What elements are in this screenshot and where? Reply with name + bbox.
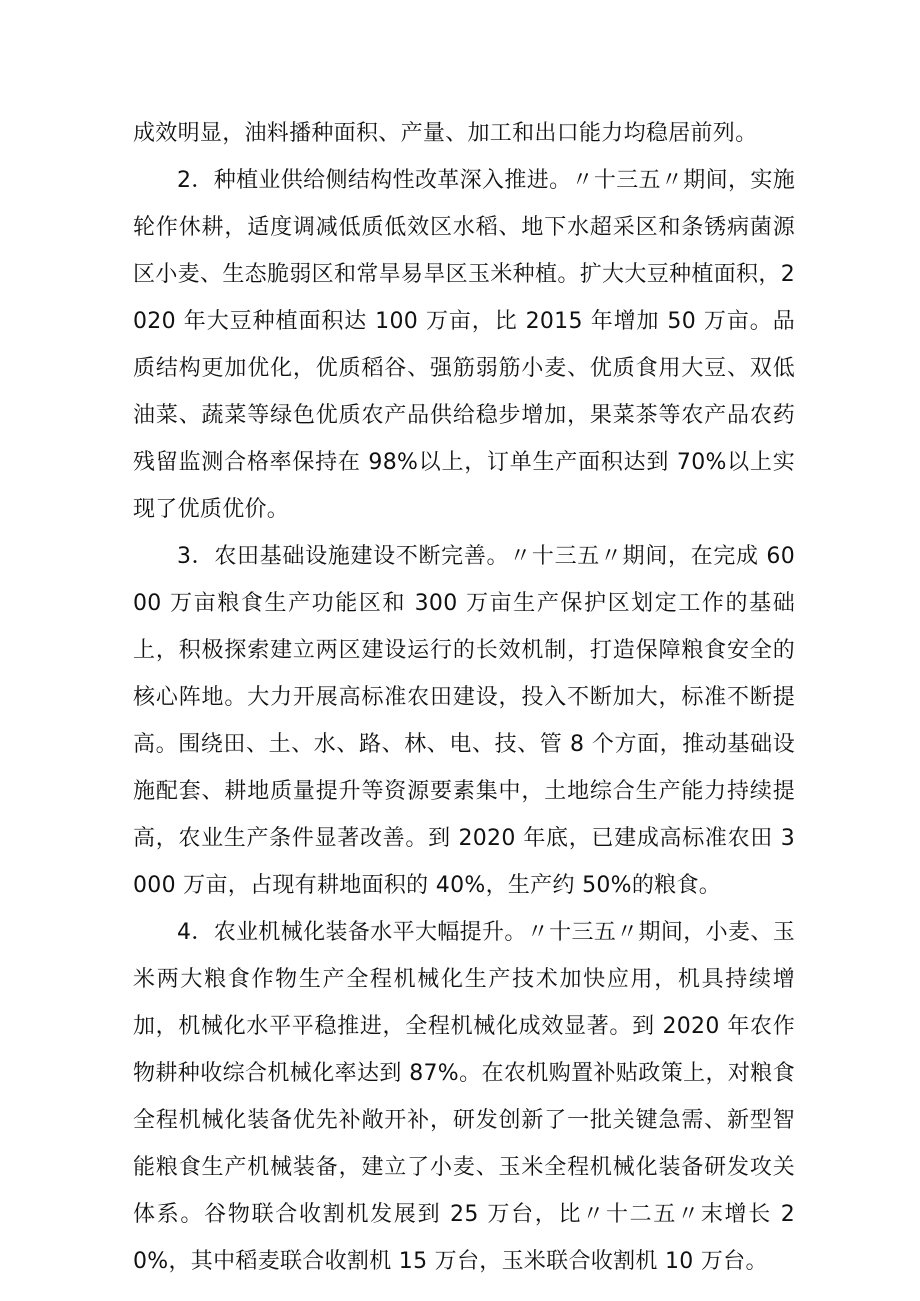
document-body (133, 110, 795, 1285)
paragraph-continued: 成效明显，油料播种面积、产量、加工和出口能力均稳居前列。 (133, 121, 758, 146)
paragraph-item-3-farmland-infrastructure: 3．农田基础设施建设不断完善。〃十三五〃期间，在完成 6000 万亩粮食生产功能区和 300 万亩生产保护区划定工作的基础上，积极探索建立两区建设运行的长效机制，打造保障粮食安全的核心阵地。大力开展高标准农田建设，投入不断加大，标准不断提高。围绕田、土、水、路、林、电、技、管 8 个方面，推动基础设施配套、耕地质量提升等资源要素集中，土地综合生产能力持续提高，农业生产条件显著改善。到 2020 年底，已建成高标准农田 3000 万亩，占现有耕地面积的 40%，生产约 50%的粮食。 (133, 544, 795, 898)
paragraph-item-2-planting-reform: 2．种植业供给侧结构性改革深入推进。〃十三五〃期间，实施轮作休耕，适度调减低质低效区水稻、地下水超采区和条锈病菌源区小麦、生态脆弱区和常旱易旱区玉米种植。扩大大豆种植面积，2020 年大豆种植面积达 100 万亩，比 2015 年增加 50 万亩。品质结构更加优化，优质稻谷、强筋弱筋小麦、优质食用大豆、双低油菜、蔬菜等绿色优质农产品供给稳步增加，果菜茶等农产品农药残留监测合格率保持在 98%以上，订单生产面积达到 70%以上实现了优质优价。 (133, 168, 795, 522)
paragraph-item-4-agricultural-mechanization: 4．农业机械化装备水平大幅提升。〃十三五〃期间，小麦、玉米两大粮食作物生产全程机械化生产技术加快应用，机具持续增加，机械化水平平稳推进，全程机械化成效显著。到 2020 年农作物耕种收综合机械化率达到 87%。在农机购置补贴政策上，对粮食全程机械化装备优先补敞开补，研发创新了一批关键急需、新型智能粮食生产机械装备，建立了小麦、玉米全程机械化装备研发攻关体系。谷物联合收割机发展到 25 万台，比〃十二五〃末增长 20%，其中稻麦联合收割机 15 万台，玉米联合收割机 10 万台。 (133, 920, 795, 1274)
